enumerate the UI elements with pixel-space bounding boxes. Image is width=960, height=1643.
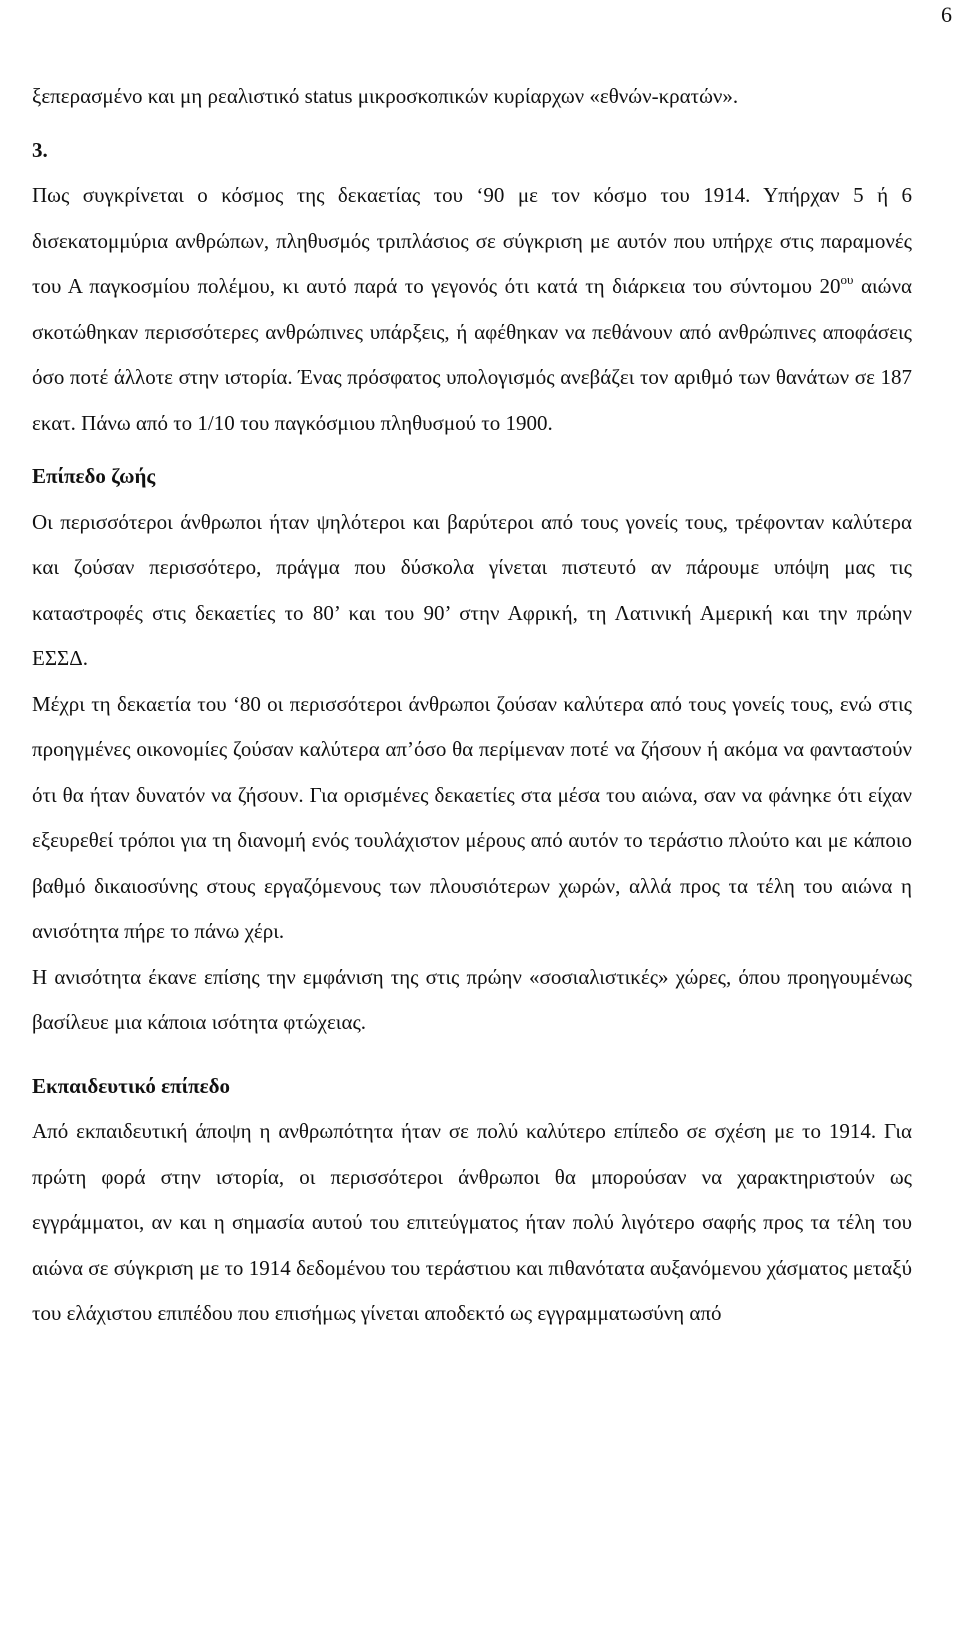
paragraph-population-part1: Πως συγκρίνεται ο κόσμος της δεκαετίας του ‘90 με τον κόσμο του 1914. Υπήρχαν 5 ή 6 δισεκατομμύρια ανθρώπων, πληθυσμός τριπλάσιος σε σύγκριση με αυτόν που υπήρχε στις παραμονές του Α παγκοσμίου πολέμου, κι αυτό παρά το γεγονός ότι κατά τη διάρκεια του σύντομου 20 — [32, 183, 912, 298]
heading-education-level: Εκπαιδευτικό επίπεδο — [32, 1073, 231, 1098]
document-body — [32, 74, 912, 1337]
page-number: 6 — [941, 2, 952, 27]
paragraph-living-1: Οι περισσότεροι άνθρωποι ήταν ψηλότεροι και βαρύτεροι από τους γονείς τους, τρέφονταν καλύτερα και ζούσαν περισσότερο, πράγμα που δύσκολα γίνεται πιστευτό αν πάρουμε υπόψη μας τις καταστροφές στις δεκαετίες το 80’ και του 90’ στην Αφρική, τη Λατινική Αμερική και την πρώην ΕΣΣΔ. — [32, 509, 912, 670]
paragraph-population — [32, 173, 912, 446]
spacer — [32, 120, 912, 128]
section-number: 3. — [32, 137, 48, 162]
spacer — [32, 446, 912, 454]
paragraph-population-part2: αιώνα σκοτώθηκαν περισσότερες ανθρώπινες υπάρξεις, ή αφέθηκαν να πεθάνουν από ανθρώπινες αποφάσεις όσο ποτέ άλλοτε στην ιστορία. Ένας πρόσφατος υπολογισμός ανεβάζει τον αριθμό των θανάτων σε 187 εκατ. Πάνω από το 1/10 του παγκόσμιου πληθυσμού το 1900. — [32, 274, 912, 435]
paragraph-education: Από εκπαιδευτική άποψη η ανθρωπότητα ήταν σε πολύ καλύτερο επίπεδο σε σχέση με το 1914. Για πρώτη φορά στην ιστορία, οι περισσότεροι άνθρωποι θα μπορούσαν να χαρακτηριστούν ως εγγράμματοι, αν και η σημασία αυτού του επιτεύγματος ήταν πολύ λιγότερο σαφής προς τα τέλη του αιώνα σε σύγκριση με το 1914 δεδομένου του τεράστιου και πιθανότατα αυξανόμενου χάσματος μεταξύ του ελάχιστου επιπέδου που επισήμως γίνεται αποδεκτό ως εγγραμματωσύνη από — [32, 1119, 912, 1325]
superscript-ordinal: ου — [840, 272, 854, 287]
heading-living-standard: Επίπεδο ζωής — [32, 464, 156, 488]
spacer — [32, 1046, 912, 1064]
paragraph-living-3: Η ανισότητα έκανε επίσης την εμφάνιση της στις πρώην «σοσιαλιστικές» χώρες, όπου προηγουμένως βασίλευε μια κάποια ισότητα φτώχειας. — [32, 964, 912, 1034]
paragraph-living-2: Μέχρι τη δεκαετία του ‘80 οι περισσότεροι άνθρωποι ζούσαν καλύτερα από τους γονείς τους, ενώ στις προηγμένες οικονομίες ζούσαν καλύτερα απ’όσο θα περίμεναν ποτέ να ζήσουν ή ακόμα να φανταστούν ότι θα ήταν δυνατόν να ζήσουν. Για ορισμένες δεκαετίες στα μέσα του αιώνα, σαν να φάνηκε ότι είχαν εξευρεθεί τρόποι για τη διανομή ενός τουλάχιστον μέρους από αυτόν το τεράστιο πλούτο και με κάποιο βαθμό δικαιοσύνης στους εργαζόμενους των πλουσιότερων χωρών, αλλά προς τα τέλη του αιώνα η ανισότητα πήρε το πάνω χέρι. — [32, 691, 912, 943]
paragraph-intro: ξεπερασμένο και μη ρεαλιστικό status μικροσκοπικών κυρίαρχων «εθνών-κρατών». — [32, 84, 739, 108]
